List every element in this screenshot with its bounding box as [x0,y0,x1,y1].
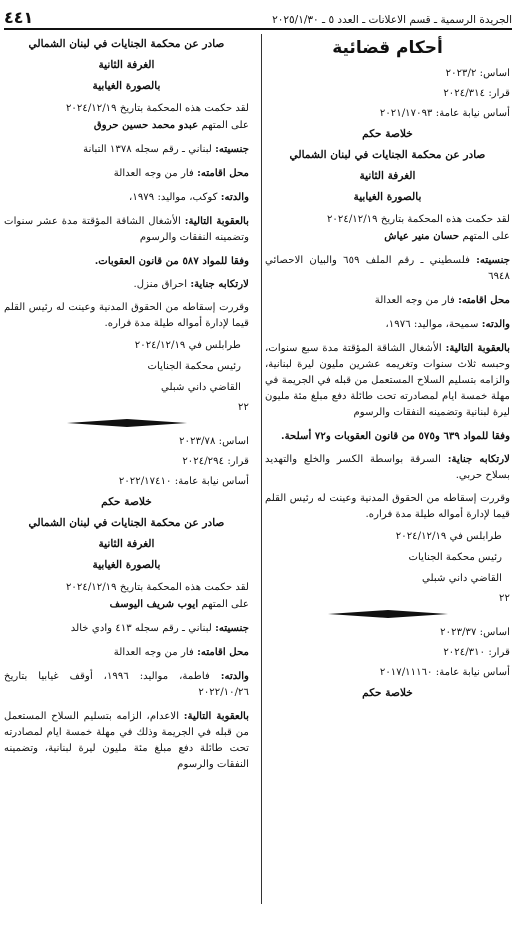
verdict-date-text: لقد حكمت هذه المحكمة بتاريخ ٢٠٢٤/١٢/١٩ [65,103,249,114]
residence-line [265,292,510,309]
court-heading: صادر عن محكمة الجنايات في لبنان الشمالي [28,517,225,529]
case-asas: اساس: ٢٠٢٣/٧٨ [179,436,249,447]
case-qarar: قرار: ٢٠٢٤/٣١٤ [443,88,510,99]
mother-label: والدته: [481,318,510,330]
form-heading: بالصورة الغيابية [92,80,161,92]
place-date: طرابلس في ٢٠٢٤/١٢/١٩ [134,340,241,351]
mother-value: كوكب، مواليد: ١٩٧٩، [129,192,218,203]
chamber-heading: الغرفة الثانية [98,538,155,550]
court-president: رئيس محكمة الجنايات [147,361,241,372]
notice-number: ٢٢ [499,593,510,604]
mother-line [4,668,249,701]
mother-label: والدته: [220,191,249,203]
place-date: طرابلس في ٢٠٢٤/١٢/١٩ [395,531,502,542]
deprivation-line: وقررت إسقاطه من الحقوق المدنية وعينت له رئيس القلم قيما لإدارة أمواله طيلة مدة فراره. [265,493,510,520]
penalty-line [4,708,249,773]
crime-line [4,276,249,293]
verdict-date-text: لقد حكمت هذه المحكمة بتاريخ ٢٠٢٤/١٢/١٩ [65,582,249,593]
notice-number: ٢٢ [238,402,249,413]
deprivation-line: وقررت إسقاطه من الحقوق المدنية وعينت له رئيس القلم قيما لإدارة أمواله طيلة مدة فراره. [4,302,249,329]
chamber-heading: الغرفة الثانية [359,170,416,182]
form-heading: بالصورة الغيابية [353,191,422,203]
separator-ornament-icon [328,609,448,619]
mother-line [265,316,510,333]
page-header [4,6,512,30]
law-line: وفقا للمواد ٦٣٩ و٥٧٥ من قانون العقوبات و٧٢ أسلحة. [281,430,510,442]
court-heading: صادر عن محكمة الجنايات في لبنان الشمالي [28,38,225,50]
case-qarar: قرار: ٢٠٢٤/٢٩٤ [182,456,249,467]
verdict-date-text: لقد حكمت هذه المحكمة بتاريخ ٢٠٢٤/١٢/١٩ [326,214,510,225]
residence-value: فار من وجه العدالة [374,295,455,306]
case-niyaba: أساس نيابة عامة: ٢٠١٧/١١١٦٠ [379,667,510,678]
residence-line [4,165,249,182]
summary-heading: خلاصة حكم [362,128,413,140]
column-divider [261,34,262,904]
accused-name: حسان منير عياش [384,230,460,242]
nationality-line [265,252,510,285]
crime-line [265,451,510,484]
separator-ornament-icon [67,418,187,428]
penalty-label: بالعقوبة التالية: [445,342,511,354]
penalty-line [4,213,249,246]
penalty-value: الأشغال الشاقة المؤقتة مدة سبع سنوات، وحبسه ثلاث سنوات وتغريمه عشرين مليون ليرة لبنانية، والزامه بتسليم السلاح المستعمل من قبله في الجريمة في مهلة خمسة ايام لمصادرته تحت طائلة دفع مبلغ مئة مليون ليرة لبنانية وتضمينه النفقات والرسوم [265,343,510,418]
chamber-heading: الغرفة الثانية [98,59,155,71]
gazette-title: الجريدة الرسمية ـ قسم الاعلانات ـ العدد ٥ ـ ٢٠٢٥/١/٣٠ [272,14,512,26]
residence-value: فار من وجه العدالة [113,168,194,179]
penalty-line [265,340,510,421]
law-line: وفقا للمواد ٥٨٧ من قانون العقوبات. [94,255,249,267]
nationality-value: لبناني ـ رقم سجله ٤١٣ وادي خالد [70,623,212,634]
penalty-value: الأشغال الشاقة المؤقتة مدة عشر سنوات وتضمينه النفقات والرسوم [4,216,249,243]
residence-line [4,644,249,661]
crime-value: احراق منزل. [133,279,188,290]
page-number: ٤٤١ [4,8,34,27]
crime-label: لارتكابه جناية: [447,453,510,465]
right-column [265,34,510,708]
residence-label: محل اقامته: [197,646,249,658]
penalty-label: بالعقوبة التالية: [183,710,249,722]
crime-value: السرقة بواسطة الكسر والخلع والتهديد بسلاح حربي. [265,454,510,481]
penalty-label: بالعقوبة التالية: [184,215,249,227]
accused-name: ايوب شريف اليوسف [109,598,199,610]
mother-line [4,189,249,206]
section-separator [265,609,510,619]
mother-value: فاطمة، مواليد: ١٩٩٦، أوقف غيابيا بتاريخ ٢٠٢٢/١٠/٢٦ [4,671,249,698]
left-column [4,34,249,780]
case-niyaba: أساس نيابة عامة: ٢٠٢١/١٧٠٩٣ [379,108,510,119]
nationality-label: جنسيته: [476,254,510,266]
residence-label: محل اقامته: [197,167,249,179]
form-heading: بالصورة الغيابية [92,559,161,571]
accused-name: عبدو محمد حسين حروق [93,119,199,131]
nationality-value: فلسطيني ـ رقم الملف ٦٥٩ والبيان الاحصائي ٦٩٤٨ [265,255,510,282]
case-asas: اساس: ٢٠٢٣/٣٧ [440,627,510,638]
section-separator [4,418,249,428]
mother-label: والدته: [220,670,249,682]
case-qarar: قرار: ٢٠٢٤/٣١٠ [443,647,510,658]
residence-label: محل اقامته: [458,294,510,306]
penalty-value: الاعدام، الزامه بتسليم السلاح المستعمل من قبله في الجريمة وذلك في مهلة خمسة ايام لمصادرته تحت طائلة دفع مبلغ مئة مليون ليرة لبنانية، وتضمينه النفقات والرسوم [4,711,249,770]
nationality-label: جنسيته: [215,143,249,155]
nationality-line [4,141,249,158]
accused-prefix: على المتهم [201,599,249,610]
summary-heading: خلاصة حكم [362,687,413,699]
case-asas: اساس: ٢٠٢٣/٢ [445,68,510,79]
verdict-intro [4,101,249,134]
judge-name: القاضي داني شبلي [161,382,241,393]
nationality-line [4,620,249,637]
nationality-label: جنسيته: [215,622,249,634]
section-title: أحكام قضائية [332,38,443,58]
case-niyaba: أساس نيابة عامة: ٢٠٢٢/١٧٤١٠ [118,476,249,487]
crime-label: لارتكابه جناية: [190,278,249,290]
verdict-intro [265,212,510,245]
court-heading: صادر عن محكمة الجنايات في لبنان الشمالي [289,149,486,161]
accused-prefix: على المتهم [201,120,249,131]
nationality-value: لبناني ـ رقم سجله ١٣٧٨ التبانة [83,144,212,155]
court-president: رئيس محكمة الجنايات [408,552,502,563]
verdict-intro [4,580,249,613]
residence-value: فار من وجه العدالة [113,647,194,658]
accused-prefix: على المتهم [462,231,510,242]
mother-value: سميحة، مواليد: ١٩٧٦، [385,319,479,330]
summary-heading: خلاصة حكم [101,496,152,508]
judge-name: القاضي داني شبلي [422,573,502,584]
